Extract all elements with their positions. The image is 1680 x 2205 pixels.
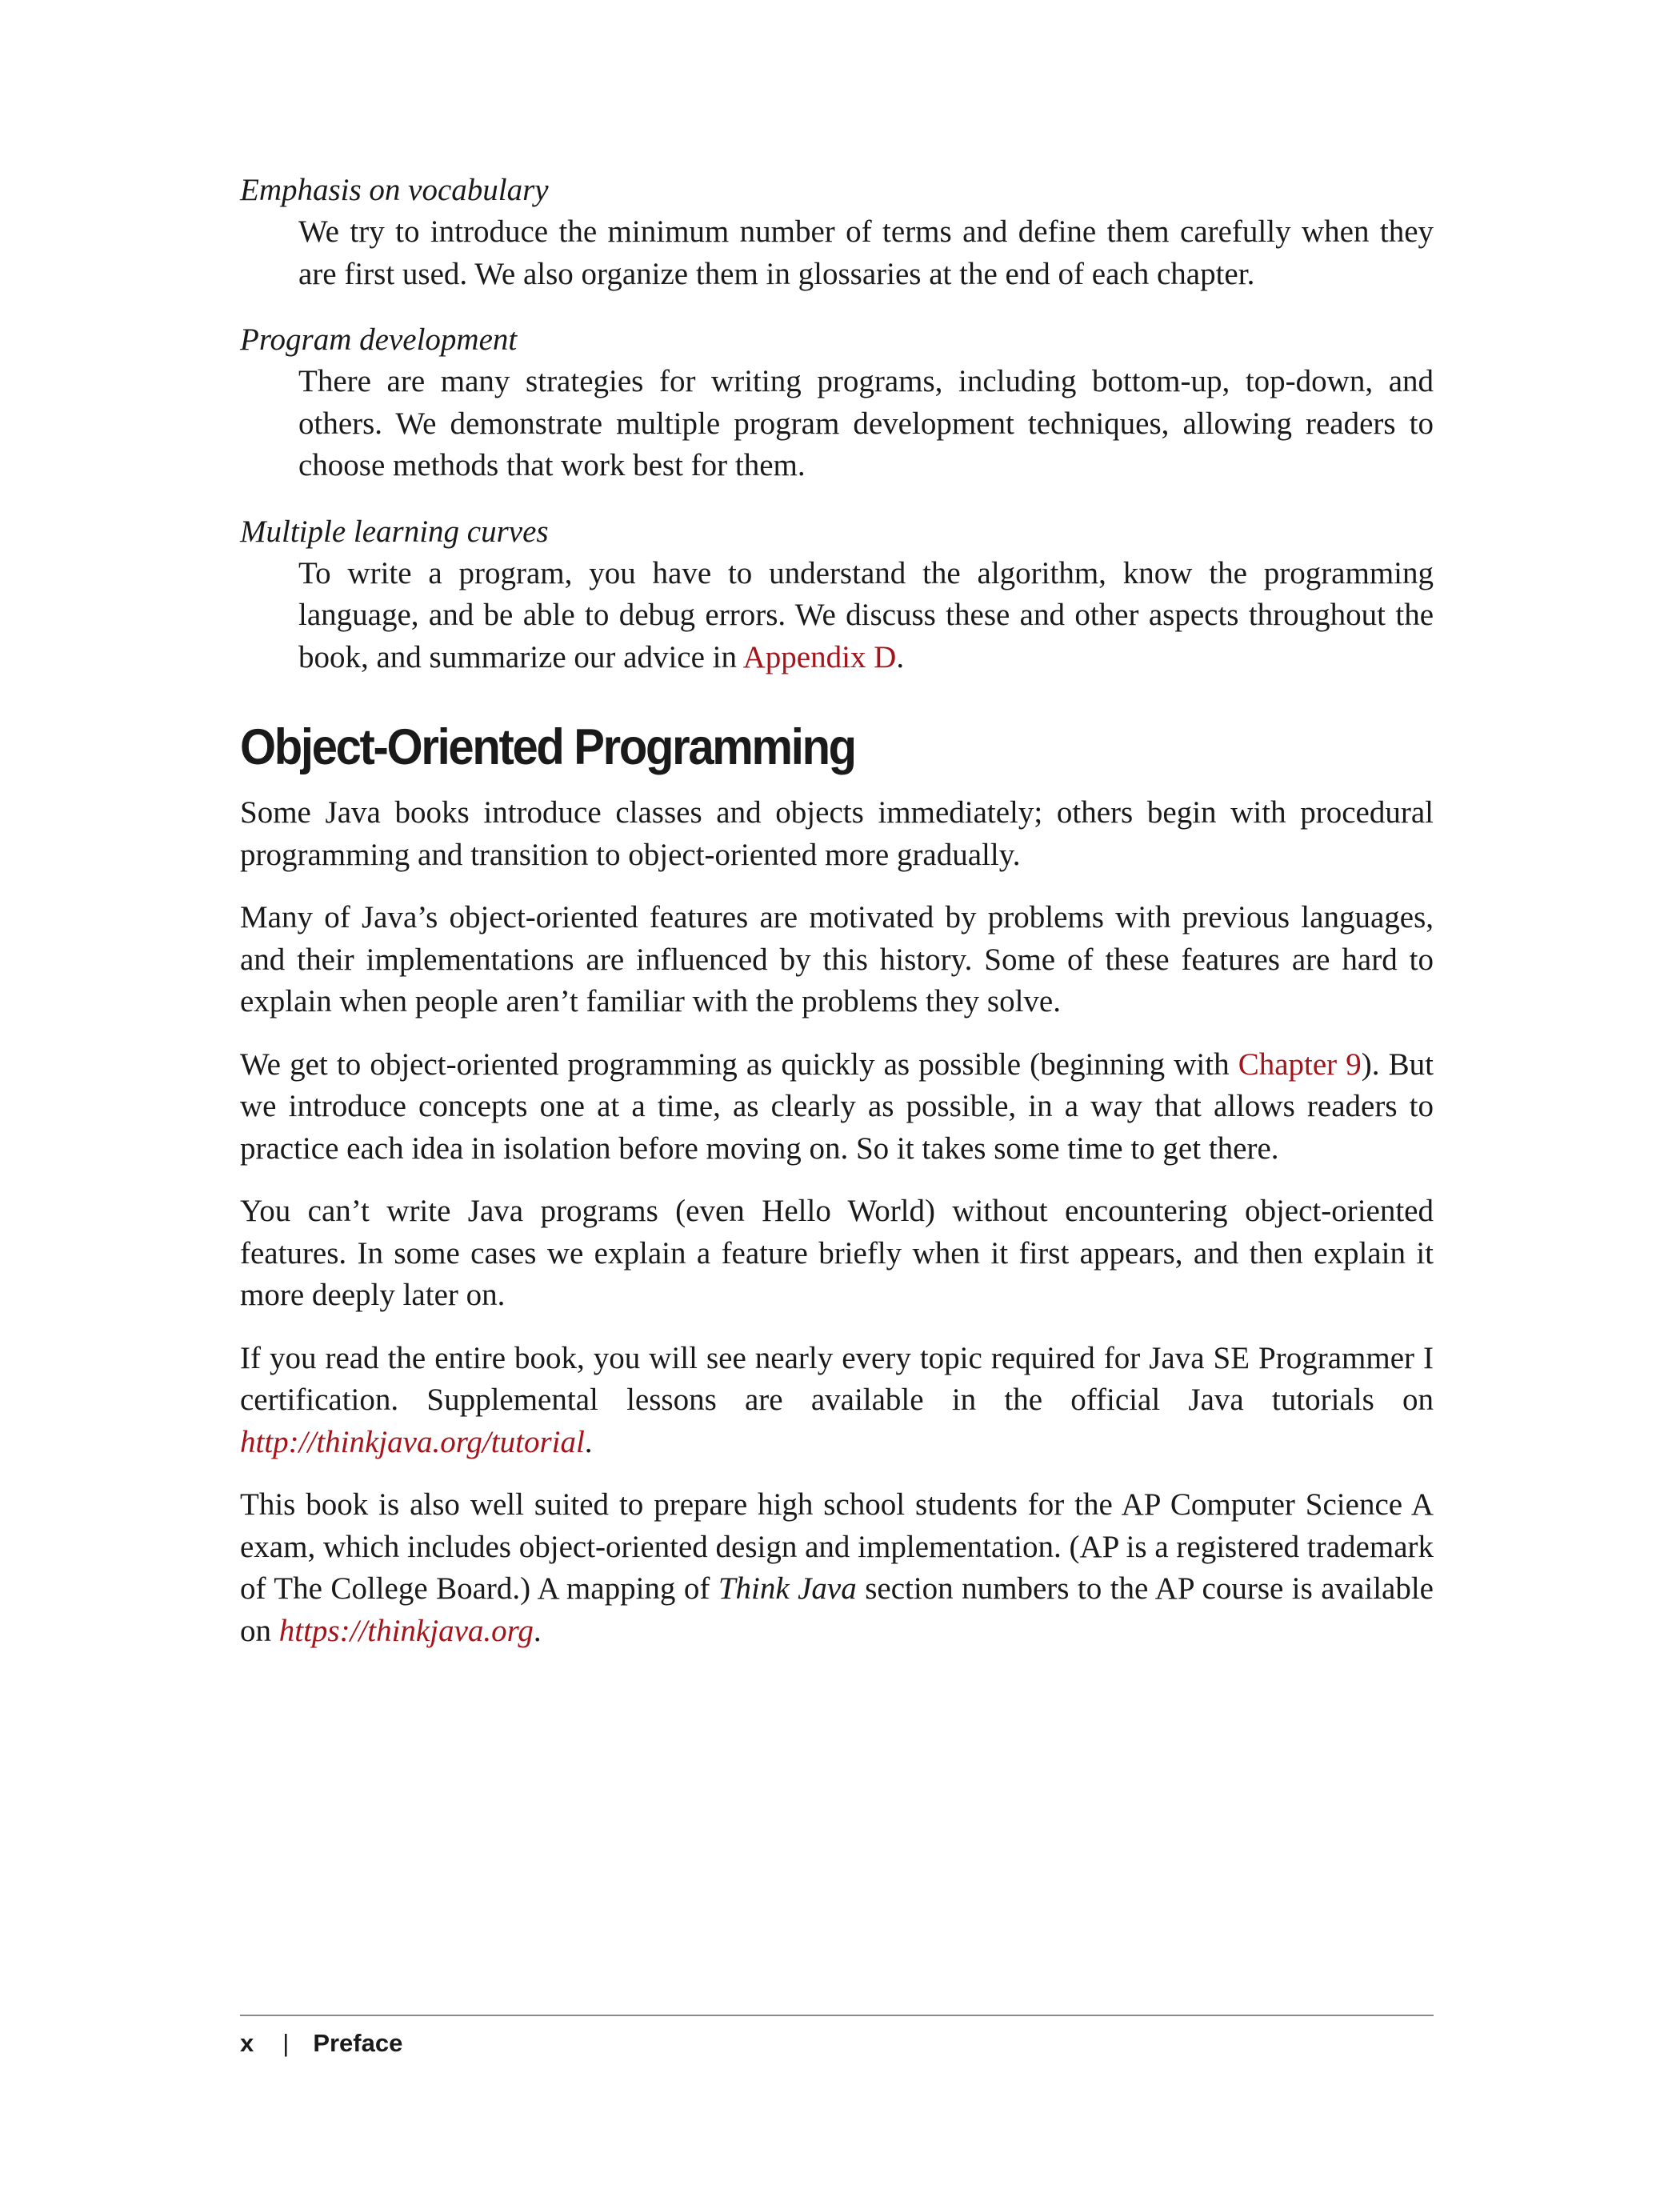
definition-body-text-end: . [896,639,905,674]
footer-section-name: Preface [313,2029,403,2057]
page-footer [240,2027,402,2059]
chapter-9-link[interactable]: Chapter 9 [1238,1046,1362,1082]
thinkjava-url-link[interactable]: https://thinkjava.org [278,1613,534,1648]
definition-body-program-development: There are many strategies for writing programs, including bottom-up, top-down, and others. We demonstrate multiple program development techniques, allowing readers to choose methods that work best for them. [298,364,1434,482]
definition-body-text: To write a program, you have to understand the algorithm, know the programming language, and be able to debug errors. We discuss these and other aspects throughout the book, and summarize our advice in [298,555,1434,674]
paragraph-5 [240,1338,1434,1464]
definition-term-vocabulary: Emphasis on vocabulary [240,173,549,207]
page-content [240,170,1434,1673]
footer-separator: | [282,2029,290,2057]
footer-divider [240,2015,1434,2016]
paragraph-6-text-middle: section numbers to the AP course is available on [240,1571,1434,1648]
paragraph-6-text: This book is also well suited to prepare high school students for the AP Computer Science A exam, which includes object-oriented design and implementation. (AP is a registered trademark of The College Board.) A mapping of [240,1487,1434,1606]
definition-body-vocabulary: We try to introduce the minimum number of terms and define them carefully when they are first used. We also organize them in glossaries at the end of each chapter. [298,214,1434,291]
paragraph-3-text: We get to object-oriented programming as quickly as possible (beginning with [240,1046,1238,1082]
paragraph-3-text-end: ). But we introduce concepts one at a time, as clearly as possible, in a way that allows readers to practice each idea in isolation before moving on. So it takes some time to get there. [240,1046,1434,1166]
paragraph-6-text-end: . [533,1613,542,1648]
paragraph-3 [240,1044,1434,1171]
book-title: Think Java [718,1571,857,1606]
paragraph-5-text-end: . [584,1424,593,1459]
definition-term-program-development: Program development [240,322,518,357]
paragraph-2: Many of Java’s object-oriented features are motivated by problems with previous languages, and their implementations are influenced by this history. Some of these features are hard to explain when people aren’t familiar with the problems they solve. [240,900,1434,1018]
definition-body-learning-curves [298,553,1434,679]
paragraph-1: Some Java books introduce classes and objects immediately; others begin with procedural programming and transition to object-oriented more gradually. [240,795,1434,872]
paragraph-5-text: If you read the entire book, you will see nearly every topic required for Java SE Programmer I certification. Supplemental lessons are available in the official Java tutorials on [240,1340,1434,1417]
paragraph-6 [240,1484,1434,1652]
definition-term-learning-curves: Multiple learning curves [240,514,549,549]
section-heading: Object-Oriented Programming [240,719,855,775]
tutorial-url-link[interactable]: http://thinkjava.org/tutorial [240,1424,585,1459]
paragraph-4: You can’t write Java programs (even Hello World) without encountering object-oriented features. In some cases we explain a feature briefly when it first appears, and then explain it more deeply later on. [240,1194,1434,1312]
appendix-d-link[interactable]: Appendix D [742,639,897,674]
page-number: x [240,2029,254,2057]
